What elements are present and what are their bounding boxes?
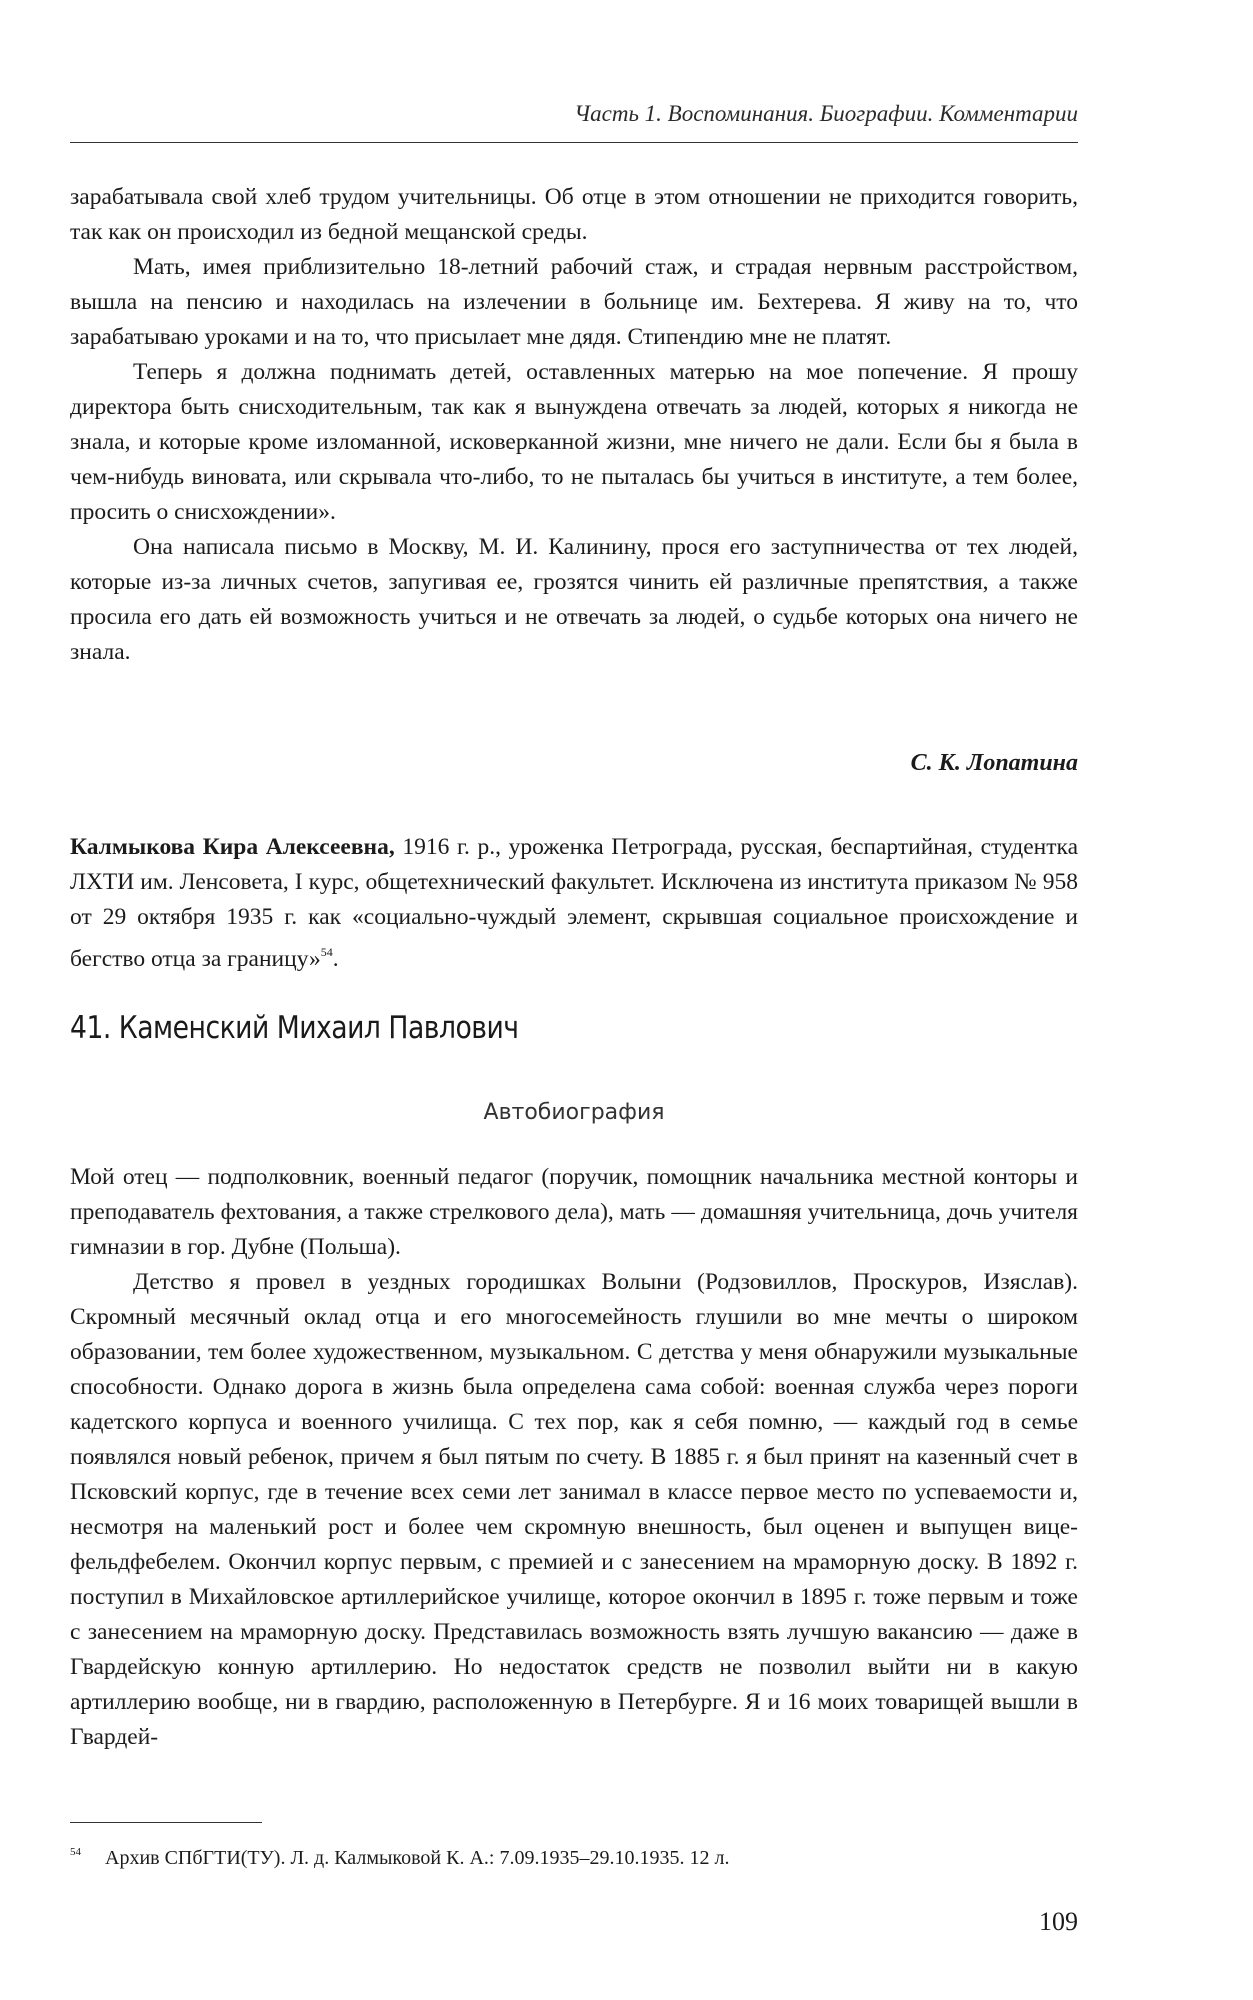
letter-continuation bbox=[70, 180, 1078, 670]
paragraph: Детство я провел в уездных городишках Волыни (Родзовиллов, Проскуров, Изяслав). Скромный месячный оклад отца и его многосемейность глушили во мне мечты о широком образовании, тем более художественном, музыкальном. С детства у меня обнаружили музыкальные способности. Однако дорога в жизнь была определена сама собой: военная служба через пороги кадетского корпуса и военного училища. С тех пор, как я себя помню, — каждый год в семье появлялся новый ребенок, причем я был пятым по счету. В 1885 г. я был принят на казенный счет в Псковский корпус, где в течение всех семи лет занимал в классе первое место по успеваемости и, несмотря на маленький рост и более чем скромную внешность, был оценен и выпущен вице-фельдфебелем. Окончил корпус первым, с премией и с занесением на мраморную доску. В 1892 г. поступил в Михайловское артиллерийское училище, которое окончил в 1895 г. тоже первым и тоже с занесением на мраморную доску. Представилась возможность взять лучшую вакансию — даже в Гвардейскую конную артиллерию. Но недостаток средств не позволил выйти ни в какую артиллерию вообще, ни в гвардию, расположенную в Петербурге. Я и 16 моих товарищей вышли в Гвардей- bbox=[70, 1269, 1078, 1750]
chapter-title: 41. Каменский Михаил Павлович bbox=[70, 1010, 519, 1046]
paragraph: Мать, имея приблизительно 18-летний рабочий стаж, и страдая нервным расстройством, вышла на пенсию и находилась на излечении в больнице им. Бехтерева. Я живу на то, что зарабатываю уроками и на то, что присылает мне дядя. Стипендию мне не платят. bbox=[70, 254, 1078, 350]
paragraph: Мой отец — подполковник, военный педагог (поручик, помощник начальника местной конторы и преподаватель фехтования, а также стрелкового дела), мать — домашняя учительница, дочь учителя гимназии в гор. Дубне (Польша). bbox=[70, 1164, 1078, 1260]
paragraph: Она написала письмо в Москву, М. И. Калинину, прося его заступничества от тех людей, которые из-за личных счетов, запугивая ее, грозятся чинить ей различные препятствия, а также просила его дать ей возможность учиться и не отвечать за людей, о судьбе которых она ничего не знала. bbox=[70, 534, 1078, 665]
footnote-rule bbox=[70, 1822, 262, 1823]
footnote-ref[interactable]: 54 bbox=[320, 945, 333, 959]
footnote-number: 54 bbox=[70, 1846, 81, 1858]
footnote-text: Архив СПбГТИ(ТУ). Л. д. Калмыковой К. А.: 7.09.1935–29.10.1935. 12 л. bbox=[105, 1847, 730, 1869]
autobiography-text bbox=[70, 1160, 1078, 1755]
entry-end: . bbox=[332, 946, 339, 972]
person-name: Калмыкова Кира Алексеевна, bbox=[70, 834, 395, 860]
paragraph: Теперь я должна поднимать детей, оставленных матерью на мое попечение. Я прошу директора быть снисходительным, так как я вынуждена отвечать за людей, которых я никогда не знала, и которые кроме изломанной, исковерканной жизни, мне ничего не дали. Если бы я была в чем-нибудь виновата, или скрывала что-либо, то не пыталась бы учиться в институте, а тем более, просить о снисхождении». bbox=[70, 359, 1078, 525]
author-signature: С. К. Лопатина bbox=[910, 750, 1078, 776]
page-number: 109 bbox=[1039, 1907, 1078, 1936]
paragraph bbox=[70, 830, 1078, 977]
header-rule bbox=[70, 142, 1078, 143]
footnote bbox=[70, 1838, 1078, 1872]
paragraph: зарабатывала свой хлеб трудом учительницы. Об отце в этом отношении не приходится говорить, так как он происходил из бедной мещанской среды. bbox=[70, 184, 1078, 245]
entry-text: 1916 г. р., уроженка Петрограда, русская, беспартийная, студентка ЛХТИ им. Ленсовета, I курс, общетехнический факультет. Исключена из института приказом № 958 от 29 октября 1935 г. как «социально-чуждый элемент, скрывшая социальное происхождение и бегство отца за границу» bbox=[70, 834, 1078, 972]
section-subtitle: Автобиография bbox=[483, 1100, 665, 1125]
running-head: Часть 1. Воспоминания. Биографии. Комментарии bbox=[574, 101, 1078, 126]
kalmykova-entry bbox=[70, 830, 1078, 977]
